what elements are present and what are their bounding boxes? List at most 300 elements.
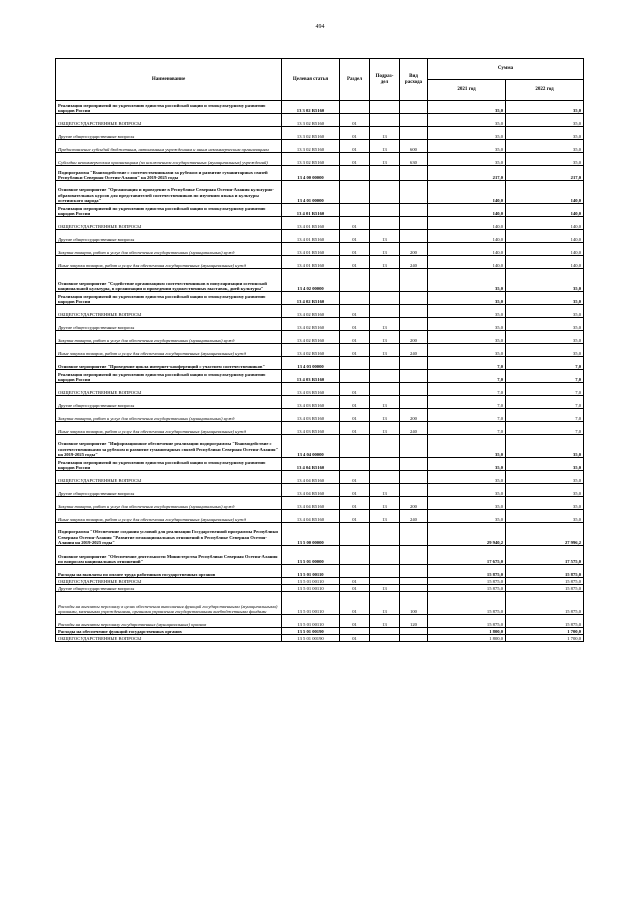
cell-name: Подпрограмма "Обеспечение создания условий для реализации Государственной программы Республики Северная Осетия-Алания "Развитие межнациональных отношений в Республике Северная Осетия-Алания на 2019-2025 годы" (56, 523, 282, 546)
cell-vid (400, 458, 428, 471)
header-razdel: Раздел (340, 59, 370, 101)
cell-y2: 35,0 (506, 153, 584, 166)
cell-pod (370, 383, 400, 396)
table-body (56, 101, 584, 642)
cell-y2: 1 700,0 (506, 635, 584, 642)
cell-y2: 217,0 (506, 166, 584, 181)
cell-vid: 200 (400, 243, 428, 256)
table-row (56, 635, 584, 642)
table-row (56, 292, 584, 305)
cell-y2: 140,0 (506, 217, 584, 230)
cell-razd (340, 166, 370, 181)
cell-vid (400, 204, 428, 217)
cell-code: 13 3 02 R5160 (282, 127, 340, 140)
table-row (56, 546, 584, 565)
cell-y1: 140,0 (428, 243, 506, 256)
cell-name: Расходы на выплаты персоналу в целях обеспечения выполнения функций государственными (муниципальными) органами, казенными учреждениями, органами управления государственными внебюджетными фондами (56, 592, 282, 615)
table-row (56, 166, 584, 181)
cell-pod: 13 (370, 243, 400, 256)
cell-y1: 35,0 (428, 497, 506, 510)
cell-name: Иные закупки товаров, работ и услуг для обеспечения государственных (муниципальных) нужд (56, 510, 282, 523)
cell-razd: 01 (340, 140, 370, 153)
cell-name: Закупка товаров, работ и услуг для обеспечения государственных (муниципальных) нужд (56, 497, 282, 510)
cell-y1: 35,0 (428, 101, 506, 114)
table-row (56, 592, 584, 615)
cell-pod: 13 (370, 615, 400, 628)
cell-name: Другие общегосударственные вопросы (56, 230, 282, 243)
cell-pod: 13 (370, 230, 400, 243)
cell-code: 13 5 01 00110 (282, 578, 340, 585)
cell-y1: 35,0 (428, 318, 506, 331)
cell-pod (370, 292, 400, 305)
cell-razd (340, 181, 370, 204)
cell-code: 13 4 01 00000 (282, 181, 340, 204)
table-row (56, 331, 584, 344)
cell-razd: 01 (340, 318, 370, 331)
cell-name: Основное мероприятие "Содействие организациям соотечественников в популяризации осетинской национальной культуры, в организации и проведении художественных выставок, дней культуры" (56, 269, 282, 292)
cell-vid (400, 471, 428, 484)
cell-code: 13 3 02 R5160 (282, 153, 340, 166)
table-row (56, 383, 584, 396)
cell-y1: 15 875,0 (428, 578, 506, 585)
table-row (56, 409, 584, 422)
cell-name: Расходы на выплаты по оплате труда работников государственных органов (56, 565, 282, 578)
cell-razd (340, 546, 370, 565)
table-row (56, 305, 584, 318)
cell-pod (370, 166, 400, 181)
cell-pod (370, 523, 400, 546)
cell-code: 13 4 03 R5160 (282, 383, 340, 396)
cell-razd: 01 (340, 422, 370, 435)
cell-code: 13 4 04 R5160 (282, 510, 340, 523)
cell-pod (370, 181, 400, 204)
cell-y2: 35,0 (506, 458, 584, 471)
cell-vid (400, 292, 428, 305)
cell-name: Основное мероприятие "Проведение цикла интернет-конференций с участием соотечественников" (56, 357, 282, 370)
cell-razd (340, 523, 370, 546)
cell-code: 13 5 01 00190 (282, 635, 340, 642)
cell-y2: 35,0 (506, 140, 584, 153)
table-row (56, 243, 584, 256)
cell-pod: 13 (370, 409, 400, 422)
cell-pod (370, 204, 400, 217)
table-row (56, 114, 584, 127)
cell-y1: 35,0 (428, 292, 506, 305)
table-row (56, 510, 584, 523)
cell-name: Расходы на выплаты персоналу государственных (муниципальных) органов (56, 615, 282, 628)
cell-y1: 35,0 (428, 458, 506, 471)
cell-code: 13 4 01 R5160 (282, 243, 340, 256)
cell-vid (400, 484, 428, 497)
cell-y1: 15 875,0 (428, 585, 506, 592)
cell-code: 13 4 02 R5160 (282, 305, 340, 318)
cell-pod: 13 (370, 497, 400, 510)
cell-name: Основное мероприятие "Обеспечение деятельности Министерства Республики Северная Осетия-Алания по вопросам национальных отношений" (56, 546, 282, 565)
cell-code: 13 5 01 00110 (282, 615, 340, 628)
header-podrazdel: Подраз-дел (370, 59, 400, 101)
cell-pod: 13 (370, 331, 400, 344)
cell-razd (340, 204, 370, 217)
cell-pod (370, 635, 400, 642)
cell-code: 13 4 03 R5160 (282, 396, 340, 409)
table-row (56, 357, 584, 370)
cell-vid (400, 578, 428, 585)
cell-pod (370, 458, 400, 471)
cell-vid (400, 127, 428, 140)
cell-razd: 01 (340, 510, 370, 523)
cell-razd (340, 269, 370, 292)
cell-name: Основное мероприятие "Информационное обеспечение реализации подпрограммы "Взаимодействие с соотечественниками за рубежом и развитие гуманитарных связей Республики Северная Осетия-Алания" на 2019-2025 годы" (56, 435, 282, 458)
cell-vid: 240 (400, 510, 428, 523)
cell-code: 13 4 01 R5160 (282, 217, 340, 230)
cell-code: 13 4 04 R5160 (282, 484, 340, 497)
cell-vid (400, 370, 428, 383)
cell-y1: 35,0 (428, 269, 506, 292)
cell-pod: 13 (370, 396, 400, 409)
cell-razd (340, 458, 370, 471)
cell-code: 13 5 01 00190 (282, 628, 340, 635)
cell-y2: 7,0 (506, 409, 584, 422)
table-row (56, 578, 584, 585)
cell-vid (400, 230, 428, 243)
cell-name: Закупка товаров, работ и услуг для обеспечения государственных (муниципальных) нужд (56, 331, 282, 344)
header-summa: Сумма (428, 59, 584, 80)
cell-razd: 01 (340, 305, 370, 318)
cell-y1: 35,0 (428, 344, 506, 357)
cell-y1: 15 875,0 (428, 615, 506, 628)
table-header (56, 59, 584, 101)
cell-y2: 17 575,0 (506, 546, 584, 565)
cell-pod: 13 (370, 484, 400, 497)
cell-vid (400, 565, 428, 578)
cell-y1: 140,0 (428, 217, 506, 230)
cell-pod (370, 357, 400, 370)
cell-name: Реализация мероприятий по укреплению единства российской нации и этнокультурному развитию народов России (56, 370, 282, 383)
cell-y2: 140,0 (506, 256, 584, 269)
cell-vid (400, 546, 428, 565)
header-2022: 2022 год (506, 80, 584, 101)
cell-razd: 01 (340, 383, 370, 396)
cell-name: Другие общегосударственные вопросы (56, 318, 282, 331)
cell-y2: 15 875,0 (506, 592, 584, 615)
cell-y2: 140,0 (506, 230, 584, 243)
cell-code: 13 4 04 R5160 (282, 497, 340, 510)
cell-razd (340, 370, 370, 383)
cell-code: 13 4 03 00000 (282, 357, 340, 370)
cell-razd: 01 (340, 114, 370, 127)
cell-y2: 35,0 (506, 484, 584, 497)
cell-vid (400, 635, 428, 642)
cell-y2: 15 875,0 (506, 615, 584, 628)
cell-razd: 01 (340, 484, 370, 497)
cell-vid (400, 628, 428, 635)
cell-y1: 7,0 (428, 396, 506, 409)
cell-y2: 140,0 (506, 181, 584, 204)
cell-razd: 01 (340, 409, 370, 422)
cell-code: 13 4 02 R5160 (282, 318, 340, 331)
cell-vid: 200 (400, 409, 428, 422)
cell-code: 13 5 01 00110 (282, 592, 340, 615)
cell-razd: 01 (340, 243, 370, 256)
cell-y2: 7,0 (506, 383, 584, 396)
cell-razd: 01 (340, 635, 370, 642)
cell-code: 13 4 02 00000 (282, 269, 340, 292)
cell-y1: 7,0 (428, 422, 506, 435)
cell-code: 13 4 04 R5160 (282, 458, 340, 471)
cell-name: Иные закупки товаров, работ и услуг для обеспечения государственных (муниципальных) нужд (56, 422, 282, 435)
cell-razd: 01 (340, 578, 370, 585)
cell-y2: 15 875,0 (506, 565, 584, 578)
cell-pod: 13 (370, 422, 400, 435)
cell-y1: 140,0 (428, 181, 506, 204)
cell-y2: 140,0 (506, 204, 584, 217)
cell-y2: 35,0 (506, 101, 584, 114)
cell-razd: 01 (340, 471, 370, 484)
cell-vid (400, 396, 428, 409)
cell-razd (340, 101, 370, 114)
cell-y2: 7,0 (506, 370, 584, 383)
cell-y1: 35,0 (428, 471, 506, 484)
cell-vid (400, 585, 428, 592)
cell-name: ОБЩЕГОСУДАРСТВЕННЫЕ ВОПРОСЫ (56, 305, 282, 318)
cell-y1: 35,0 (428, 140, 506, 153)
cell-y1: 140,0 (428, 204, 506, 217)
cell-code: 13 3 02 R5160 (282, 114, 340, 127)
header-vid: Вид расхода (400, 59, 428, 101)
cell-name: Иные закупки товаров, работ и услуг для обеспечения государственных (муниципальных) нужд (56, 256, 282, 269)
cell-pod (370, 471, 400, 484)
table-row (56, 422, 584, 435)
cell-y2: 35,0 (506, 510, 584, 523)
cell-code: 13 4 03 R5160 (282, 370, 340, 383)
cell-razd: 01 (340, 497, 370, 510)
cell-vid: 240 (400, 256, 428, 269)
table-row (56, 318, 584, 331)
cell-y2: 1 700,0 (506, 628, 584, 635)
cell-code: 13 4 03 R5160 (282, 409, 340, 422)
cell-name: ОБЩЕГОСУДАРСТВЕННЫЕ ВОПРОСЫ (56, 217, 282, 230)
cell-pod (370, 546, 400, 565)
cell-razd (340, 292, 370, 305)
cell-y1: 7,0 (428, 370, 506, 383)
cell-razd: 01 (340, 585, 370, 592)
cell-pod: 13 (370, 318, 400, 331)
cell-pod (370, 370, 400, 383)
cell-y2: 35,0 (506, 292, 584, 305)
table-row (56, 396, 584, 409)
cell-razd (340, 435, 370, 458)
cell-y1: 35,0 (428, 114, 506, 127)
cell-pod (370, 217, 400, 230)
cell-vid: 200 (400, 331, 428, 344)
cell-y1: 35,0 (428, 305, 506, 318)
cell-razd: 01 (340, 331, 370, 344)
cell-y1: 1 800,0 (428, 635, 506, 642)
table-row (56, 256, 584, 269)
table-row (56, 565, 584, 578)
table-row (56, 344, 584, 357)
cell-name: Реализация мероприятий по укреплению единства российской нации и этнокультурному развитию народов России (56, 101, 282, 114)
table-row (56, 497, 584, 510)
cell-y2: 7,0 (506, 357, 584, 370)
cell-vid: 240 (400, 344, 428, 357)
cell-y2: 35,0 (506, 497, 584, 510)
cell-name: ОБЩЕГОСУДАРСТВЕННЫЕ ВОПРОСЫ (56, 578, 282, 585)
cell-code: 13 4 04 00000 (282, 435, 340, 458)
cell-name: ОБЩЕГОСУДАРСТВЕННЫЕ ВОПРОСЫ (56, 635, 282, 642)
cell-name: Предоставление субсидий бюджетным, автономным учреждениям и иным некоммерческим организациям (56, 140, 282, 153)
table-row (56, 370, 584, 383)
cell-y1: 7,0 (428, 357, 506, 370)
cell-name: Другие общегосударственные вопросы (56, 585, 282, 592)
cell-y2: 35,0 (506, 305, 584, 318)
cell-y2: 7,0 (506, 422, 584, 435)
cell-razd: 01 (340, 127, 370, 140)
cell-y1: 35,0 (428, 484, 506, 497)
cell-name: Субсидии некоммерческим организациям (за исключением государственных (муниципальных) учреждений) (56, 153, 282, 166)
cell-pod (370, 305, 400, 318)
cell-code: 13 3 02 R5160 (282, 101, 340, 114)
cell-code: 13 5 01 00000 (282, 546, 340, 565)
table-row (56, 615, 584, 628)
cell-pod: 13 (370, 344, 400, 357)
cell-vid (400, 318, 428, 331)
cell-vid: 200 (400, 497, 428, 510)
cell-pod (370, 628, 400, 635)
cell-pod: 13 (370, 585, 400, 592)
header-name: Наименование (56, 59, 282, 101)
cell-pod (370, 565, 400, 578)
cell-code: 13 5 01 00110 (282, 565, 340, 578)
cell-y2: 35,0 (506, 344, 584, 357)
cell-vid (400, 101, 428, 114)
cell-name: Расходы на обеспечение функций государственных органов (56, 628, 282, 635)
cell-vid (400, 114, 428, 127)
cell-y1: 35,0 (428, 153, 506, 166)
cell-y1: 217,0 (428, 166, 506, 181)
cell-name: Другие общегосударственные вопросы (56, 396, 282, 409)
cell-y2: 35,0 (506, 114, 584, 127)
cell-name: Реализация мероприятий по укреплению единства российской нации и этнокультурному развитию народов России (56, 292, 282, 305)
cell-y2: 35,0 (506, 269, 584, 292)
cell-pod: 13 (370, 592, 400, 615)
cell-y1: 15 875,0 (428, 592, 506, 615)
cell-code: 13 4 04 R5160 (282, 471, 340, 484)
cell-y2: 35,0 (506, 435, 584, 458)
cell-name: Реализация мероприятий по укреплению единства российской нации и этнокультурному развитию народов России (56, 204, 282, 217)
cell-y2: 35,0 (506, 318, 584, 331)
cell-y1: 17 675,0 (428, 546, 506, 565)
cell-name: Иные закупки товаров, работ и услуг для обеспечения государственных (муниципальных) нужд (56, 344, 282, 357)
cell-vid (400, 217, 428, 230)
cell-code: 13 5 01 00110 (282, 585, 340, 592)
cell-name: Закупка товаров, работ и услуг для обеспечения государственных (муниципальных) нужд (56, 243, 282, 256)
cell-pod: 13 (370, 256, 400, 269)
cell-pod: 13 (370, 140, 400, 153)
cell-name: ОБЩЕГОСУДАРСТВЕННЫЕ ВОПРОСЫ (56, 383, 282, 396)
cell-razd (340, 357, 370, 370)
table-row (56, 181, 584, 204)
cell-razd: 01 (340, 256, 370, 269)
cell-razd: 01 (340, 344, 370, 357)
cell-razd: 01 (340, 230, 370, 243)
table-row (56, 269, 584, 292)
cell-razd: 01 (340, 153, 370, 166)
cell-vid (400, 435, 428, 458)
cell-y1: 7,0 (428, 383, 506, 396)
cell-y1: 35,0 (428, 127, 506, 140)
cell-y2: 15 875,0 (506, 585, 584, 592)
cell-y1: 7,0 (428, 409, 506, 422)
table-row (56, 140, 584, 153)
cell-vid (400, 523, 428, 546)
cell-pod: 13 (370, 153, 400, 166)
cell-name: ОБЩЕГОСУДАРСТВЕННЫЕ ВОПРОСЫ (56, 114, 282, 127)
cell-pod (370, 435, 400, 458)
cell-vid: 100 (400, 592, 428, 615)
header-code: Целевая статья (282, 59, 340, 101)
cell-vid (400, 305, 428, 318)
cell-y2: 27 996,2 (506, 523, 584, 546)
cell-y1: 140,0 (428, 256, 506, 269)
cell-pod (370, 578, 400, 585)
cell-y2: 140,0 (506, 243, 584, 256)
table-row (56, 471, 584, 484)
budget-table (55, 58, 584, 642)
table-row (56, 217, 584, 230)
cell-pod (370, 101, 400, 114)
cell-y2: 7,0 (506, 396, 584, 409)
cell-y2: 15 875,0 (506, 578, 584, 585)
table-row (56, 458, 584, 471)
cell-vid (400, 357, 428, 370)
table-row (56, 523, 584, 546)
cell-y1: 35,0 (428, 331, 506, 344)
cell-vid (400, 166, 428, 181)
cell-vid: 240 (400, 422, 428, 435)
cell-pod: 13 (370, 510, 400, 523)
cell-name: ОБЩЕГОСУДАРСТВЕННЫЕ ВОПРОСЫ (56, 471, 282, 484)
cell-code: 13 5 00 00000 (282, 523, 340, 546)
cell-y1: 140,0 (428, 230, 506, 243)
cell-razd: 01 (340, 592, 370, 615)
table-row (56, 585, 584, 592)
table-row (56, 628, 584, 635)
cell-code: 13 3 02 R5160 (282, 140, 340, 153)
cell-vid (400, 269, 428, 292)
cell-razd: 01 (340, 396, 370, 409)
cell-vid: 600 (400, 140, 428, 153)
cell-code: 13 4 01 R5160 (282, 204, 340, 217)
table-row (56, 204, 584, 217)
cell-pod (370, 269, 400, 292)
cell-vid (400, 181, 428, 204)
table-row (56, 127, 584, 140)
cell-pod: 13 (370, 127, 400, 140)
cell-code: 13 4 02 R5160 (282, 292, 340, 305)
cell-name: Реализация мероприятий по укреплению единства российской нации и этнокультурному развитию народов России (56, 458, 282, 471)
cell-name: Основное мероприятие "Организация и проведение в Республике Северная Осетия-Алания культурно-образовательных курсов для представителей соотечественников по изучению языка и культуры осетинского народа" (56, 181, 282, 204)
cell-razd (340, 628, 370, 635)
cell-name: Другие общегосударственные вопросы (56, 484, 282, 497)
cell-y1: 29 940,2 (428, 523, 506, 546)
cell-name: Другие общегосударственные вопросы (56, 127, 282, 140)
cell-code: 13 4 02 R5160 (282, 344, 340, 357)
table-row (56, 484, 584, 497)
cell-y1: 15 875,0 (428, 565, 506, 578)
cell-y1: 35,0 (428, 435, 506, 458)
cell-razd (340, 565, 370, 578)
